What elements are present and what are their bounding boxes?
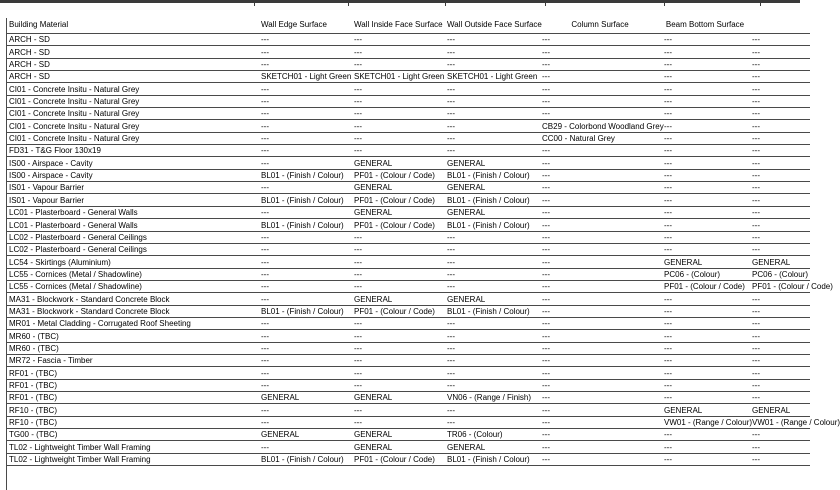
wall-edge-surface-cell[interactable]: --- [258, 441, 351, 453]
column-surface-cell[interactable]: --- [539, 95, 661, 107]
wall-edge-surface-cell[interactable]: --- [258, 206, 351, 218]
building-material-cell[interactable]: IS00 - Airspace - Cavity [6, 169, 258, 181]
beam-bottom-surface-cell[interactable]: --- [661, 317, 749, 329]
wall-edge-surface-cell[interactable]: --- [258, 58, 351, 70]
beam-bottom-surface-cell[interactable]: PF01 - (Colour / Code) [661, 280, 749, 292]
wall-edge-surface-cell[interactable]: --- [258, 157, 351, 169]
beam-bottom-surface-cell[interactable]: --- [661, 243, 749, 255]
wall-inside-face-surface-cell[interactable]: --- [351, 46, 444, 58]
extra-surface-cell[interactable]: --- [749, 206, 810, 218]
wall-edge-surface-cell[interactable]: --- [258, 367, 351, 379]
extra-surface-cell[interactable]: --- [749, 132, 810, 144]
wall-inside-face-surface-cell[interactable]: --- [351, 268, 444, 280]
wall-edge-surface-cell[interactable]: BL01 - (Finish / Colour) [258, 194, 351, 206]
table-row[interactable] [6, 182, 810, 194]
beam-bottom-surface-cell[interactable]: --- [661, 379, 749, 391]
column-surface-cell[interactable]: --- [539, 379, 661, 391]
building-material-cell[interactable]: ARCH - SD [6, 71, 258, 83]
wall-inside-face-surface-cell[interactable]: GENERAL [351, 182, 444, 194]
wall-edge-surface-cell[interactable]: --- [258, 293, 351, 305]
table-row[interactable] [6, 83, 810, 95]
wall-inside-face-surface-cell[interactable]: --- [351, 243, 444, 255]
column-surface-cell[interactable]: --- [539, 34, 661, 46]
wall-outside-face-surface-cell[interactable]: BL01 - (Finish / Colour) [444, 453, 539, 465]
wall-inside-face-surface-cell[interactable]: --- [351, 342, 444, 354]
wall-outside-face-surface-cell[interactable]: --- [444, 108, 539, 120]
building-material-cell[interactable]: MR72 - Fascia - Timber [6, 354, 258, 366]
wall-edge-surface-cell[interactable]: --- [258, 256, 351, 268]
beam-bottom-surface-cell[interactable]: --- [661, 157, 749, 169]
wall-outside-face-surface-cell[interactable]: SKETCH01 - Light Green [444, 71, 539, 83]
building-material-cell[interactable]: ARCH - SD [6, 34, 258, 46]
extra-surface-cell[interactable]: --- [749, 108, 810, 120]
wall-outside-face-surface-cell[interactable]: --- [444, 58, 539, 70]
wall-inside-face-surface-cell[interactable]: GENERAL [351, 157, 444, 169]
wall-inside-face-surface-cell[interactable]: --- [351, 416, 444, 428]
wall-inside-face-surface-cell[interactable]: GENERAL [351, 206, 444, 218]
table-row[interactable] [6, 108, 810, 120]
column-surface-cell[interactable]: --- [539, 280, 661, 292]
wall-edge-surface-cell[interactable]: --- [258, 95, 351, 107]
wall-inside-face-surface-cell[interactable]: GENERAL [351, 293, 444, 305]
wall-outside-face-surface-cell[interactable]: --- [444, 132, 539, 144]
beam-bottom-surface-cell[interactable]: --- [661, 71, 749, 83]
wall-edge-surface-cell[interactable]: --- [258, 354, 351, 366]
building-material-cell[interactable]: MA31 - Blockwork - Standard Concrete Block [6, 305, 258, 317]
wall-inside-face-surface-cell[interactable]: --- [351, 83, 444, 95]
wall-outside-face-surface-cell[interactable]: BL01 - (Finish / Colour) [444, 169, 539, 181]
extra-surface-cell[interactable]: --- [749, 182, 810, 194]
extra-surface-cell[interactable]: --- [749, 71, 810, 83]
beam-bottom-surface-cell[interactable]: --- [661, 120, 749, 132]
extra-surface-cell[interactable]: --- [749, 219, 810, 231]
extra-surface-cell[interactable]: --- [749, 367, 810, 379]
wall-edge-surface-cell[interactable]: --- [258, 132, 351, 144]
wall-inside-face-surface-cell[interactable]: --- [351, 379, 444, 391]
column-surface-cell[interactable]: --- [539, 268, 661, 280]
building-material-cell[interactable]: RF01 - (TBC) [6, 379, 258, 391]
wall-inside-face-surface-cell[interactable]: --- [351, 145, 444, 157]
wall-outside-face-surface-cell[interactable]: GENERAL [444, 182, 539, 194]
column-tick [545, 0, 546, 6]
beam-bottom-surface-cell[interactable]: --- [661, 330, 749, 342]
material-schedule-table [6, 18, 840, 466]
wall-edge-surface-cell[interactable]: --- [258, 330, 351, 342]
column-tick [664, 0, 665, 6]
beam-bottom-surface-cell[interactable]: --- [661, 441, 749, 453]
extra-surface-cell[interactable]: --- [749, 391, 810, 403]
wall-edge-surface-cell[interactable]: --- [258, 404, 351, 416]
table-row[interactable] [6, 441, 810, 453]
beam-bottom-surface-cell[interactable]: --- [661, 34, 749, 46]
table-row[interactable] [6, 293, 810, 305]
column-surface-cell[interactable]: --- [539, 194, 661, 206]
wall-edge-surface-cell[interactable]: BL01 - (Finish / Colour) [258, 453, 351, 465]
column-surface-cell[interactable]: --- [539, 219, 661, 231]
extra-surface-cell[interactable]: VW01 - (Range / Colour) [749, 416, 810, 428]
wall-edge-surface-cell[interactable]: --- [258, 34, 351, 46]
wall-inside-face-surface-cell[interactable]: --- [351, 58, 444, 70]
column-surface-cell[interactable]: --- [539, 243, 661, 255]
beam-bottom-surface-cell[interactable]: --- [661, 182, 749, 194]
wall-outside-face-surface-cell[interactable]: --- [444, 95, 539, 107]
column-tick [445, 0, 446, 6]
extra-surface-cell[interactable]: --- [749, 330, 810, 342]
header-wall-inside-face-surface[interactable]: Wall Inside Face Surface [351, 18, 444, 34]
extra-surface-cell[interactable]: --- [749, 379, 810, 391]
building-material-cell[interactable]: CI01 - Concrete Insitu - Natural Grey [6, 132, 258, 144]
column-surface-cell[interactable]: --- [539, 342, 661, 354]
building-material-cell[interactable]: LC01 - Plasterboard - General Walls [6, 219, 258, 231]
column-surface-cell[interactable]: --- [539, 145, 661, 157]
extra-surface-cell[interactable]: PC06 - (Colour) [749, 268, 810, 280]
beam-bottom-surface-cell[interactable]: --- [661, 293, 749, 305]
table-row[interactable] [6, 305, 810, 317]
wall-outside-face-surface-cell[interactable]: --- [444, 354, 539, 366]
extra-surface-cell[interactable]: --- [749, 342, 810, 354]
building-material-cell[interactable]: TL02 - Lightweight Timber Wall Framing [6, 453, 258, 465]
wall-inside-face-surface-cell[interactable]: GENERAL [351, 391, 444, 403]
table-row[interactable] [6, 416, 810, 428]
table-row[interactable] [6, 429, 810, 441]
wall-edge-surface-cell[interactable]: --- [258, 145, 351, 157]
extra-surface-cell[interactable]: --- [749, 293, 810, 305]
column-surface-cell[interactable]: --- [539, 317, 661, 329]
column-surface-cell[interactable]: --- [539, 108, 661, 120]
beam-bottom-surface-cell[interactable]: --- [661, 231, 749, 243]
top-border [0, 0, 800, 3]
extra-surface-cell[interactable]: GENERAL [749, 256, 810, 268]
wall-edge-surface-cell[interactable]: --- [258, 268, 351, 280]
column-surface-cell[interactable]: --- [539, 58, 661, 70]
wall-edge-surface-cell[interactable]: --- [258, 280, 351, 292]
column-surface-cell[interactable]: --- [539, 391, 661, 403]
wall-outside-face-surface-cell[interactable]: --- [444, 280, 539, 292]
beam-bottom-surface-cell[interactable]: PC06 - (Colour) [661, 268, 749, 280]
schedule-sheet [6, 18, 840, 466]
wall-edge-surface-cell[interactable]: --- [258, 108, 351, 120]
table-row[interactable] [6, 145, 810, 157]
wall-inside-face-surface-cell[interactable]: --- [351, 132, 444, 144]
table-row[interactable] [6, 132, 810, 144]
building-material-cell[interactable]: MA31 - Blockwork - Standard Concrete Block [6, 293, 258, 305]
beam-bottom-surface-cell[interactable]: --- [661, 108, 749, 120]
column-surface-cell[interactable]: --- [539, 256, 661, 268]
column-surface-cell[interactable]: CC00 - Natural Grey [539, 132, 661, 144]
extra-surface-cell[interactable]: --- [749, 95, 810, 107]
wall-inside-face-surface-cell[interactable]: --- [351, 120, 444, 132]
wall-inside-face-surface-cell[interactable]: --- [351, 404, 444, 416]
wall-edge-surface-cell[interactable]: --- [258, 243, 351, 255]
header-row [6, 18, 810, 34]
wall-edge-surface-cell[interactable]: --- [258, 317, 351, 329]
wall-edge-surface-cell[interactable]: --- [258, 182, 351, 194]
beam-bottom-surface-cell[interactable]: --- [661, 354, 749, 366]
wall-outside-face-surface-cell[interactable]: --- [444, 342, 539, 354]
beam-bottom-surface-cell[interactable]: --- [661, 169, 749, 181]
table-row[interactable] [6, 391, 810, 403]
column-surface-cell[interactable]: --- [539, 441, 661, 453]
wall-outside-face-surface-cell[interactable]: --- [444, 330, 539, 342]
header-column-surface[interactable]: Column Surface [539, 18, 661, 34]
table-row[interactable] [6, 367, 810, 379]
wall-outside-face-surface-cell[interactable]: BL01 - (Finish / Colour) [444, 219, 539, 231]
wall-outside-face-surface-cell[interactable]: --- [444, 231, 539, 243]
column-surface-cell[interactable]: --- [539, 354, 661, 366]
wall-inside-face-surface-cell[interactable]: PF01 - (Colour / Code) [351, 194, 444, 206]
extra-surface-cell[interactable]: --- [749, 58, 810, 70]
wall-inside-face-surface-cell[interactable]: --- [351, 231, 444, 243]
column-surface-cell[interactable]: --- [539, 157, 661, 169]
table-row[interactable] [6, 46, 810, 58]
extra-surface-cell[interactable]: PF01 - (Colour / Code) [749, 280, 810, 292]
wall-outside-face-surface-cell[interactable]: GENERAL [444, 441, 539, 453]
wall-inside-face-surface-cell[interactable]: --- [351, 354, 444, 366]
extra-surface-cell[interactable]: --- [749, 194, 810, 206]
beam-bottom-surface-cell[interactable]: --- [661, 206, 749, 218]
column-surface-cell[interactable]: --- [539, 182, 661, 194]
table-row[interactable] [6, 256, 810, 268]
column-surface-cell[interactable]: --- [539, 305, 661, 317]
wall-inside-face-surface-cell[interactable]: PF01 - (Colour / Code) [351, 305, 444, 317]
wall-inside-face-surface-cell[interactable]: --- [351, 280, 444, 292]
building-material-cell[interactable]: LC55 - Cornices (Metal / Shadowline) [6, 268, 258, 280]
extra-surface-cell[interactable]: --- [749, 120, 810, 132]
building-material-cell[interactable]: ARCH - SD [6, 58, 258, 70]
extra-surface-cell[interactable]: --- [749, 441, 810, 453]
building-material-cell[interactable]: MR60 - (TBC) [6, 330, 258, 342]
column-surface-cell[interactable]: --- [539, 71, 661, 83]
column-surface-cell[interactable]: --- [539, 453, 661, 465]
wall-outside-face-surface-cell[interactable]: VN06 - (Range / Finish) [444, 391, 539, 403]
wall-outside-face-surface-cell[interactable]: --- [444, 268, 539, 280]
beam-bottom-surface-cell[interactable]: --- [661, 367, 749, 379]
table-row[interactable] [6, 330, 810, 342]
beam-bottom-surface-cell[interactable]: --- [661, 194, 749, 206]
column-surface-cell[interactable]: --- [539, 429, 661, 441]
beam-bottom-surface-cell[interactable]: --- [661, 305, 749, 317]
table-row[interactable] [6, 169, 810, 181]
building-material-cell[interactable]: CI01 - Concrete Insitu - Natural Grey [6, 83, 258, 95]
table-row[interactable] [6, 268, 810, 280]
wall-outside-face-surface-cell[interactable]: --- [444, 120, 539, 132]
wall-inside-face-surface-cell[interactable]: --- [351, 95, 444, 107]
wall-inside-face-surface-cell[interactable]: GENERAL [351, 429, 444, 441]
header-beam-bottom-surface[interactable]: Beam Bottom Surface [661, 18, 749, 34]
building-material-cell[interactable]: IS00 - Airspace - Cavity [6, 157, 258, 169]
wall-outside-face-surface-cell[interactable]: --- [444, 83, 539, 95]
table-row[interactable] [6, 219, 810, 231]
wall-outside-face-surface-cell[interactable]: --- [444, 379, 539, 391]
wall-inside-face-surface-cell[interactable]: PF01 - (Colour / Code) [351, 219, 444, 231]
table-row[interactable] [6, 58, 810, 70]
table-row[interactable] [6, 95, 810, 107]
building-material-cell[interactable]: RF01 - (TBC) [6, 391, 258, 403]
table-row[interactable] [6, 157, 810, 169]
extra-surface-cell[interactable]: --- [749, 169, 810, 181]
wall-outside-face-surface-cell[interactable]: GENERAL [444, 206, 539, 218]
table-row[interactable] [6, 354, 810, 366]
beam-bottom-surface-cell[interactable]: --- [661, 58, 749, 70]
header-extra [749, 18, 810, 34]
extra-surface-cell[interactable]: --- [749, 305, 810, 317]
building-material-cell[interactable]: FD31 - T&G Floor 130x19 [6, 145, 258, 157]
table-row[interactable] [6, 34, 810, 46]
wall-outside-face-surface-cell[interactable]: --- [444, 34, 539, 46]
table-row[interactable] [6, 342, 810, 354]
beam-bottom-surface-cell[interactable]: GENERAL [661, 404, 749, 416]
building-material-cell[interactable]: IS01 - Vapour Barrier [6, 194, 258, 206]
extra-surface-cell[interactable]: --- [749, 429, 810, 441]
building-material-cell[interactable]: MR60 - (TBC) [6, 342, 258, 354]
wall-outside-face-surface-cell[interactable]: BL01 - (Finish / Colour) [444, 194, 539, 206]
wall-edge-surface-cell[interactable]: --- [258, 416, 351, 428]
wall-inside-face-surface-cell[interactable]: --- [351, 256, 444, 268]
wall-outside-face-surface-cell[interactable]: --- [444, 243, 539, 255]
building-material-cell[interactable]: LC01 - Plasterboard - General Walls [6, 206, 258, 218]
extra-surface-cell[interactable]: --- [749, 243, 810, 255]
beam-bottom-surface-cell[interactable]: --- [661, 391, 749, 403]
column-tick [254, 0, 255, 6]
column-surface-cell[interactable]: --- [539, 293, 661, 305]
beam-bottom-surface-cell[interactable]: --- [661, 342, 749, 354]
header-wall-edge-surface[interactable]: Wall Edge Surface [258, 18, 351, 34]
extra-surface-cell[interactable]: --- [749, 453, 810, 465]
column-surface-cell[interactable]: --- [539, 206, 661, 218]
table-row[interactable] [6, 71, 810, 83]
wall-inside-face-surface-cell[interactable]: SKETCH01 - Light Green [351, 71, 444, 83]
beam-bottom-surface-cell[interactable]: --- [661, 453, 749, 465]
building-material-cell[interactable]: LC54 - Skirtings (Aluminium) [6, 256, 258, 268]
table-row[interactable] [6, 120, 810, 132]
wall-outside-face-surface-cell[interactable]: --- [444, 145, 539, 157]
table-row[interactable] [6, 194, 810, 206]
extra-surface-cell[interactable]: --- [749, 354, 810, 366]
building-material-cell[interactable]: RF10 - (TBC) [6, 404, 258, 416]
building-material-cell[interactable]: ARCH - SD [6, 46, 258, 58]
wall-edge-surface-cell[interactable]: --- [258, 379, 351, 391]
wall-outside-face-surface-cell[interactable]: --- [444, 416, 539, 428]
table-row[interactable] [6, 317, 810, 329]
wall-edge-surface-cell[interactable]: BL01 - (Finish / Colour) [258, 219, 351, 231]
wall-outside-face-surface-cell[interactable]: BL01 - (Finish / Colour) [444, 305, 539, 317]
beam-bottom-surface-cell[interactable]: GENERAL [661, 256, 749, 268]
wall-edge-surface-cell[interactable]: --- [258, 120, 351, 132]
beam-bottom-surface-cell[interactable]: --- [661, 219, 749, 231]
beam-bottom-surface-cell[interactable]: VW01 - (Range / Colour) [661, 416, 749, 428]
column-surface-cell[interactable]: --- [539, 169, 661, 181]
wall-outside-face-surface-cell[interactable]: --- [444, 256, 539, 268]
extra-surface-cell[interactable]: --- [749, 46, 810, 58]
table-row[interactable] [6, 404, 810, 416]
extra-surface-cell[interactable]: --- [749, 34, 810, 46]
wall-edge-surface-cell[interactable]: BL01 - (Finish / Colour) [258, 169, 351, 181]
column-surface-cell[interactable]: --- [539, 367, 661, 379]
wall-inside-face-surface-cell[interactable]: --- [351, 317, 444, 329]
column-surface-cell[interactable]: --- [539, 83, 661, 95]
extra-surface-cell[interactable]: GENERAL [749, 404, 810, 416]
table-body [6, 34, 840, 466]
wall-edge-surface-cell[interactable]: GENERAL [258, 391, 351, 403]
header-wall-outside-face-surface[interactable]: Wall Outside Face Surface [444, 18, 539, 34]
column-tick [348, 0, 349, 6]
wall-outside-face-surface-cell[interactable]: --- [444, 46, 539, 58]
wall-edge-surface-cell[interactable]: --- [258, 231, 351, 243]
wall-edge-surface-cell[interactable]: --- [258, 342, 351, 354]
extra-surface-cell[interactable]: --- [749, 157, 810, 169]
wall-inside-face-surface-cell[interactable]: --- [351, 330, 444, 342]
column-surface-cell[interactable]: --- [539, 330, 661, 342]
column-surface-cell[interactable]: --- [539, 416, 661, 428]
wall-edge-surface-cell[interactable]: --- [258, 83, 351, 95]
beam-bottom-surface-cell[interactable]: --- [661, 46, 749, 58]
wall-inside-face-surface-cell[interactable]: --- [351, 34, 444, 46]
wall-outside-face-surface-cell[interactable]: GENERAL [444, 157, 539, 169]
wall-inside-face-surface-cell[interactable]: --- [351, 367, 444, 379]
wall-edge-surface-cell[interactable]: GENERAL [258, 429, 351, 441]
beam-bottom-surface-cell[interactable]: --- [661, 95, 749, 107]
building-material-cell[interactable]: RF01 - (TBC) [6, 367, 258, 379]
wall-inside-face-surface-cell[interactable]: PF01 - (Colour / Code) [351, 169, 444, 181]
column-surface-cell[interactable]: --- [539, 231, 661, 243]
building-material-cell[interactable]: CI01 - Concrete Insitu - Natural Grey [6, 95, 258, 107]
table-row[interactable] [6, 206, 810, 218]
wall-outside-face-surface-cell[interactable]: --- [444, 317, 539, 329]
building-material-cell[interactable]: CI01 - Concrete Insitu - Natural Grey [6, 108, 258, 120]
column-tick [760, 0, 761, 6]
wall-outside-face-surface-cell[interactable]: TR06 - (Colour) [444, 429, 539, 441]
building-material-cell[interactable]: LC55 - Cornices (Metal / Shadowline) [6, 280, 258, 292]
extra-surface-cell[interactable]: --- [749, 317, 810, 329]
beam-bottom-surface-cell[interactable]: --- [661, 132, 749, 144]
building-material-cell[interactable]: LC02 - Plasterboard - General Ceilings [6, 231, 258, 243]
wall-outside-face-surface-cell[interactable]: --- [444, 404, 539, 416]
table-row[interactable] [6, 243, 810, 255]
building-material-cell[interactable]: MR01 - Metal Cladding - Corrugated Roof Sheeting [6, 317, 258, 329]
building-material-cell[interactable]: RF10 - (TBC) [6, 416, 258, 428]
wall-edge-surface-cell[interactable]: --- [258, 46, 351, 58]
beam-bottom-surface-cell[interactable]: --- [661, 429, 749, 441]
building-material-cell[interactable]: TG00 - (TBC) [6, 429, 258, 441]
wall-edge-surface-cell[interactable]: SKETCH01 - Light Green [258, 71, 351, 83]
wall-outside-face-surface-cell[interactable]: GENERAL [444, 293, 539, 305]
column-surface-cell[interactable]: --- [539, 404, 661, 416]
building-material-cell[interactable]: CI01 - Concrete Insitu - Natural Grey [6, 120, 258, 132]
wall-edge-surface-cell[interactable]: BL01 - (Finish / Colour) [258, 305, 351, 317]
table-row[interactable] [6, 280, 810, 292]
extra-surface-cell[interactable]: --- [749, 231, 810, 243]
table-row[interactable] [6, 453, 810, 465]
building-material-cell[interactable]: IS01 - Vapour Barrier [6, 182, 258, 194]
table-row[interactable] [6, 231, 810, 243]
header-building-material[interactable]: Building Material [6, 18, 258, 34]
wall-inside-face-surface-cell[interactable]: PF01 - (Colour / Code) [351, 453, 444, 465]
building-material-cell[interactable]: TL02 - Lightweight Timber Wall Framing [6, 441, 258, 453]
extra-surface-cell[interactable]: --- [749, 83, 810, 95]
table-row[interactable] [6, 379, 810, 391]
wall-outside-face-surface-cell[interactable]: --- [444, 367, 539, 379]
wall-inside-face-surface-cell[interactable]: --- [351, 108, 444, 120]
wall-inside-face-surface-cell[interactable]: GENERAL [351, 441, 444, 453]
extra-surface-cell[interactable]: --- [749, 145, 810, 157]
column-surface-cell[interactable]: --- [539, 46, 661, 58]
building-material-cell[interactable]: LC02 - Plasterboard - General Ceilings [6, 243, 258, 255]
beam-bottom-surface-cell[interactable]: --- [661, 145, 749, 157]
column-surface-cell[interactable]: CB29 - Colorbond Woodland Grey [539, 120, 661, 132]
beam-bottom-surface-cell[interactable]: --- [661, 83, 749, 95]
